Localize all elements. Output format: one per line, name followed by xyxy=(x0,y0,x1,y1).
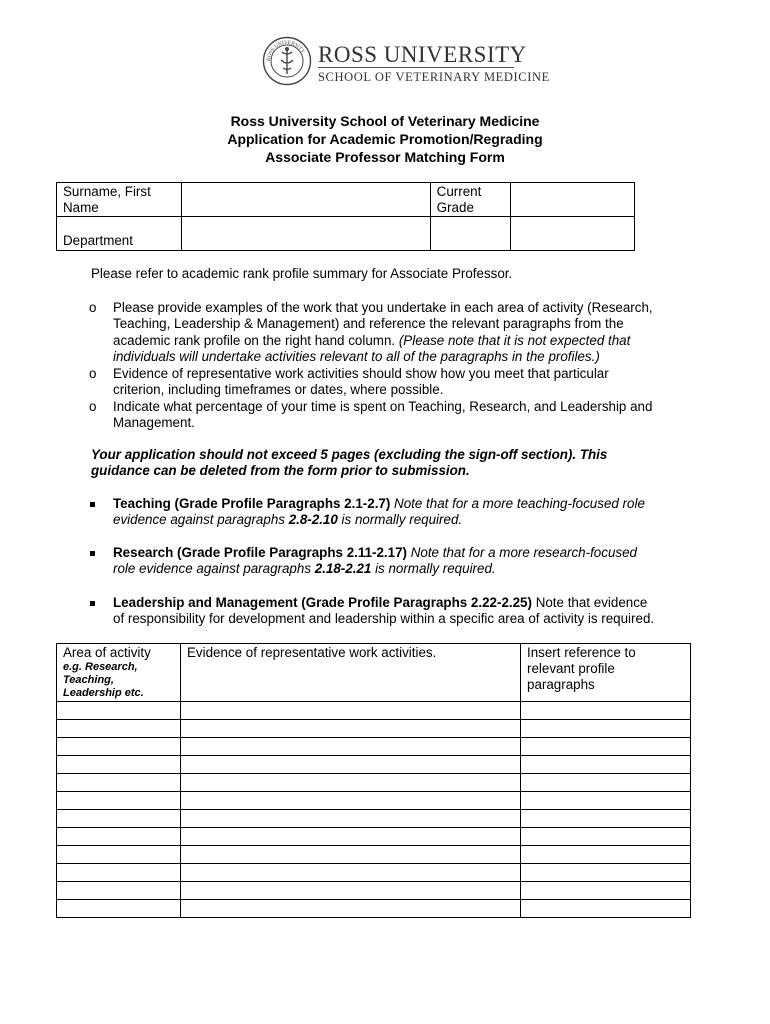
name-label-line2: Name xyxy=(63,200,99,215)
teaching-heading: Teaching (Grade Profile Paragraphs 2.1-2.7) xyxy=(113,496,391,511)
teaching-note-2a: evidence against paragraphs xyxy=(113,512,289,528)
teaching-guidance xyxy=(113,496,645,529)
grade-input-cell[interactable] xyxy=(510,183,634,217)
area-hint-line-2: Teaching, xyxy=(63,674,114,686)
research-note-1: Note that for a more research-focused xyxy=(407,545,637,560)
evidence-cell[interactable] xyxy=(181,882,521,900)
area-cell[interactable] xyxy=(57,846,181,864)
area-cell[interactable] xyxy=(57,864,181,882)
logo-university-name: ROSS UNIVERSITY xyxy=(318,42,527,67)
guidance-line-1: Your application should not exceed 5 pages (excluding the sign-off section). This xyxy=(91,447,608,462)
reference-cell[interactable] xyxy=(521,738,691,756)
research-note-2b: is normally required. xyxy=(371,561,496,577)
grade-label-line2: Grade xyxy=(436,200,474,215)
evidence-cell[interactable] xyxy=(181,738,521,756)
table-row xyxy=(57,774,691,792)
department-label: Department xyxy=(63,233,133,248)
research-heading: Research (Grade Profile Paragraphs 2.11-2.17) xyxy=(113,545,407,560)
area-cell[interactable] xyxy=(57,882,181,900)
reference-cell[interactable] xyxy=(521,774,691,792)
area-cell[interactable] xyxy=(57,738,181,756)
instruction-1-line-3: academic rank profile on the right hand column. xyxy=(113,332,399,348)
instruction-1-note-end: individuals will undertake activities relevant to all of the paragraphs in the profiles.) xyxy=(113,348,600,364)
reference-cell[interactable] xyxy=(521,756,691,774)
applicant-details-table xyxy=(56,182,635,251)
reference-cell[interactable] xyxy=(521,720,691,738)
evidence-cell[interactable] xyxy=(181,792,521,810)
reference-cell[interactable] xyxy=(521,846,691,864)
evidence-cell[interactable] xyxy=(181,756,521,774)
area-cell[interactable] xyxy=(57,756,181,774)
reference-cell[interactable] xyxy=(521,900,691,918)
table-row xyxy=(57,900,691,918)
instruction-item-3 xyxy=(113,399,652,432)
table-row xyxy=(57,738,691,756)
reference-cell[interactable] xyxy=(521,864,691,882)
instruction-2-line-1: Evidence of representative work activities should show how you meet that particular xyxy=(113,366,609,381)
area-hint-line-1: e.g. Research, xyxy=(63,661,138,673)
reference-cell[interactable] xyxy=(521,828,691,846)
area-of-activity-label: Area of activity xyxy=(63,645,151,660)
name-label-line1: Surname, First xyxy=(63,184,151,199)
reference-cell[interactable] xyxy=(521,702,691,720)
evidence-cell[interactable] xyxy=(181,828,521,846)
leadership-note-1: Note that evidence xyxy=(531,595,648,610)
evidence-cell[interactable] xyxy=(181,702,521,720)
table-row xyxy=(57,882,691,900)
instruction-1-note-start: (Please note that it is not expected that xyxy=(398,332,631,348)
department-input-cell[interactable] xyxy=(181,217,430,251)
area-cell[interactable] xyxy=(57,900,181,918)
instruction-bullet-3: o xyxy=(89,399,97,414)
leadership-note-2: of responsibility for development and leadership within a specific area of activity is required. xyxy=(113,611,655,627)
evidence-cell[interactable] xyxy=(181,810,521,828)
evidence-table xyxy=(56,643,691,918)
intro-text: Please refer to academic rank profile summary for Associate Professor. xyxy=(91,266,513,281)
logo-divider xyxy=(318,67,514,68)
instruction-item-2 xyxy=(113,366,609,399)
research-guidance xyxy=(113,545,637,578)
area-cell[interactable] xyxy=(57,720,181,738)
area-cell[interactable] xyxy=(57,828,181,846)
department-extra-cell[interactable] xyxy=(430,217,510,251)
title-line-1: Ross University School of Veterinary Medicine xyxy=(230,113,540,129)
table-row xyxy=(57,846,691,864)
evidence-table-header-row xyxy=(57,644,691,702)
reference-cell[interactable] xyxy=(521,810,691,828)
area-cell[interactable] xyxy=(57,774,181,792)
title-line-2: Application for Academic Promotion/Regrading xyxy=(227,131,543,147)
research-bullet-icon xyxy=(90,551,95,556)
seal-text: ROSS UNIVERSITY xyxy=(265,39,306,62)
reference-header-line-3: paragraphs xyxy=(527,677,595,692)
leadership-bullet-icon xyxy=(90,601,95,606)
reference-cell[interactable] xyxy=(521,882,691,900)
instruction-bullet-1: o xyxy=(89,300,97,315)
grade-label-line1: Current xyxy=(436,184,482,199)
instruction-3-line-1: Indicate what percentage of your time is spent on Teaching, Research, and Leadership and xyxy=(113,399,653,414)
evidence-header xyxy=(181,644,521,702)
area-cell[interactable] xyxy=(57,810,181,828)
name-label-cell xyxy=(57,183,182,217)
evidence-cell[interactable] xyxy=(181,846,521,864)
teaching-bullet-icon xyxy=(90,502,95,507)
instruction-bullet-2: o xyxy=(89,366,97,381)
university-seal-icon xyxy=(262,36,312,86)
area-cell[interactable] xyxy=(57,702,181,720)
teaching-note-2b: is normally required. xyxy=(337,512,463,528)
instruction-1-line-2: Teaching, Leadership & Management) and reference the relevant paragraphs from the xyxy=(113,316,624,332)
evidence-cell[interactable] xyxy=(181,864,521,882)
evidence-cell[interactable] xyxy=(181,900,521,918)
department-label-cell xyxy=(57,217,182,251)
teaching-paragraphs: 2.8-2.10 xyxy=(288,512,338,528)
instruction-3-line-2: Management. xyxy=(113,415,195,431)
instruction-item-1 xyxy=(113,300,653,365)
guidance-line-2: guidance can be deleted from the form prior to submission. xyxy=(91,463,470,478)
table-row xyxy=(57,864,691,882)
area-hint-line-3: Leadership etc. xyxy=(63,687,144,699)
table-row xyxy=(57,720,691,738)
grade-label-cell xyxy=(430,183,510,217)
table-row xyxy=(57,828,691,846)
reference-header-line-2: relevant profile xyxy=(527,661,615,676)
research-note-2a: role evidence against paragraphs xyxy=(113,561,315,577)
table-row xyxy=(57,810,691,828)
teaching-note-1: Note that for a more teaching-focused role xyxy=(390,496,645,511)
title-line-3: Associate Professor Matching Form xyxy=(265,149,505,165)
reference-cell[interactable] xyxy=(521,792,691,810)
university-logo xyxy=(262,36,550,94)
evidence-header-label: Evidence of representative work activities. xyxy=(187,645,437,660)
evidence-cell[interactable] xyxy=(181,774,521,792)
leadership-heading: Leadership and Management (Grade Profile Paragraphs 2.22-2.25) xyxy=(113,595,532,610)
instruction-1-line-1: Please provide examples of the work that you undertake in each area of activity (Research, xyxy=(113,300,653,315)
department-extra-cell-2[interactable] xyxy=(510,217,634,251)
evidence-cell[interactable] xyxy=(181,720,521,738)
instruction-2-line-2: criterion, including timeframes or dates, where possible. xyxy=(113,382,444,398)
table-row xyxy=(57,756,691,774)
table-row xyxy=(57,792,691,810)
research-paragraphs: 2.18-2.21 xyxy=(314,561,372,577)
reference-header-line-1: Insert reference to xyxy=(527,645,636,660)
area-of-activity-header xyxy=(57,644,181,702)
logo-school-name: SCHOOL OF VETERINARY MEDICINE xyxy=(318,70,550,84)
name-input-cell[interactable] xyxy=(181,183,430,217)
table-row xyxy=(57,702,691,720)
leadership-guidance xyxy=(113,595,654,628)
reference-header xyxy=(521,644,691,702)
area-cell[interactable] xyxy=(57,792,181,810)
